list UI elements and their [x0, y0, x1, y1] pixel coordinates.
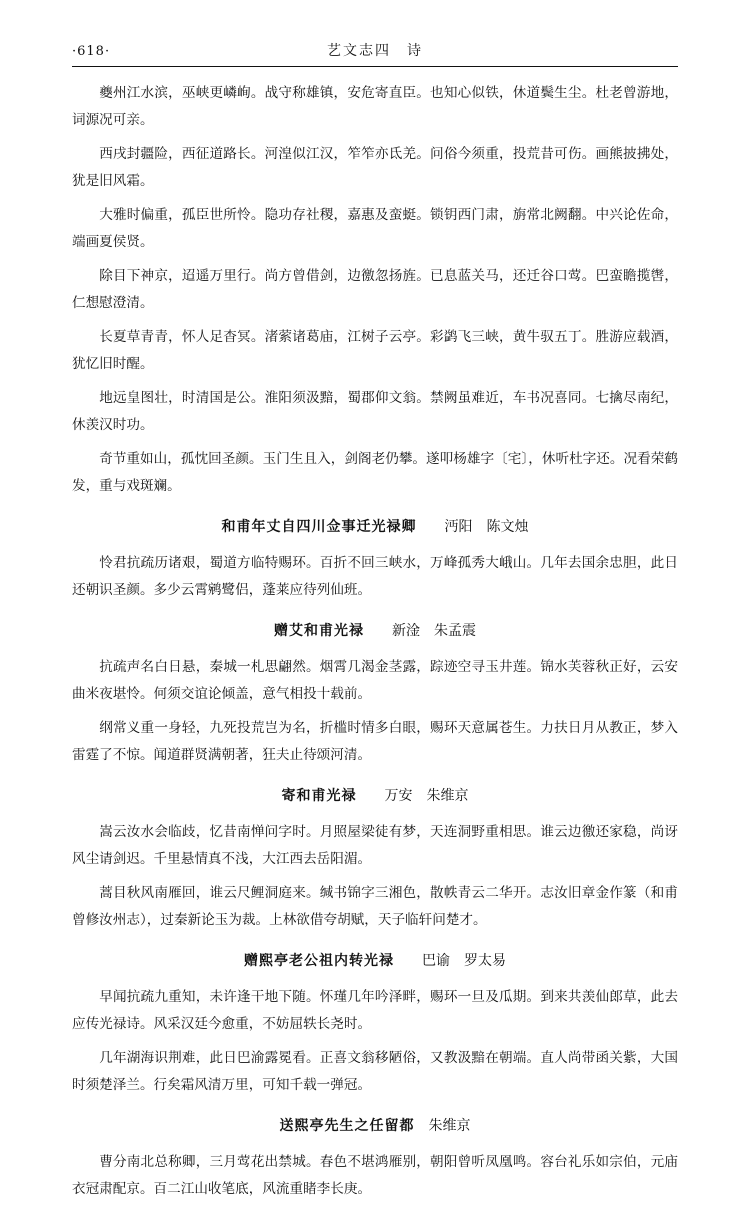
- poem-paragraph: 西戌封疆险，西征道路长。河湟似江汉，笮笮亦氐羌。问俗今须重，投荒昔可伤。画熊披拂处，犹是旧风霜。: [72, 146, 678, 189]
- poem-paragraph: 奇节重如山，孤忱回圣颜。玉门生且入，剑阁老仍攀。遂叩杨雄字〔宅〕，休听杜字还。况看荣鹤发，重与戏斑斓。: [72, 451, 678, 494]
- poem-paragraph: 大雅时偏重，孤臣世所怜。隐功存社稷，嘉惠及蛮蜓。锁钥西门肃，旃常北阙翻。中兴论佐命，端画夏侯贤。: [72, 207, 678, 250]
- poem-paragraph: 除目下神京，迢遥万里行。尚方曾借剑，边徼忽扬旌。已息蓝关马，还迁谷口莺。巴蛮瞻揽辔，仁想慰澄清。: [72, 268, 678, 311]
- author-name: 罗太易: [464, 953, 506, 969]
- poem-body: [72, 80, 678, 1210]
- page-number: ·618·: [72, 43, 111, 59]
- running-head: 艺文志四 诗: [327, 43, 423, 59]
- poem-heading: [72, 1113, 678, 1139]
- poem-paragraph: 纲常义重一身轻，九死投荒岂为名，折槛时情多白眼，赐环天意属苍生。力扶日月从教正，梦入雷霆了不惊。闻道群贤满朝著，狂夫止待颂河清。: [72, 720, 678, 763]
- author-name: 朱维京: [428, 1118, 471, 1134]
- poem-heading: [72, 514, 678, 540]
- author-place: 沔阳: [444, 519, 473, 535]
- poem-paragraph: 早闻抗疏九重知，未许逢干地下随。怀瑾几年吟泽畔，赐环一旦及瓜期。到来共羡仙郎草，此去应传光禄诗。风采汉廷今愈重，不妨屈轶长尧时。: [72, 989, 678, 1032]
- page-header: [72, 36, 678, 67]
- author-name: 朱孟震: [434, 623, 476, 639]
- poem-paragraph: 嵩云汝水会临歧，忆昔南惮问字时。月照屋梁徒有梦，天连洞野重相思。谁云边徼还家稳，尚讶风尘请剑迟。千里悬情真不浅，大江西去岳阳湄。: [72, 824, 678, 867]
- poem-paragraph: 几年湖海识荆难，此日巴渝露冕看。正喜文翁移陋俗，又教汲黯在朝端。直人尚带函关紫，大国时须楚泽兰。行矣霜风清万里，可知千载一弹冠。: [72, 1050, 678, 1093]
- poem-title: 送熙亭先生之任留都: [279, 1118, 415, 1134]
- poem-paragraph: 怜君抗疏历诸艰，蜀道方临特赐环。百折不回三峡水，万峰孤秀大峨山。几年去国余忠胆，此日还朝识圣颜。多少云霄鹓鹭侣，蓬莱应待列仙班。: [72, 555, 678, 598]
- poem-paragraph: 曹分南北总称卿，三月莺花出禁城。春色不堪鸿雁别，朝阳曾听凤凰鸣。容台礼乐如宗伯，元庙衣冠肃配京。百二江山收笔底，风流重睹李长庚。: [72, 1154, 678, 1197]
- poem-title: 寄和甫光禄: [281, 788, 357, 804]
- poem-title: 和甫年丈自四川佥事迁光禄卿: [221, 519, 417, 535]
- poem-paragraph: 长夏草青青，怀人足杳冥。渚萦诸葛庙，江树子云亭。彩鹢飞三峡，黄牛驭五丁。胜游应载酒，犹忆旧时醒。: [72, 329, 678, 372]
- author-name: 朱维京: [426, 788, 469, 804]
- author-place: 新淦: [392, 623, 420, 639]
- poem-heading: [72, 783, 678, 809]
- poem-paragraph: 地远皇图壮，时清国是公。淮阳须汲黯，蜀郡仰文翁。禁阙虽难近，车书况喜同。七擒尽南纪，休羡汉时功。: [72, 390, 678, 433]
- poem-paragraph: 夔州江水滨，巫峡更嶙峋。战守称雄镇，安危寄直臣。也知心似铁，休道鬓生尘。杜老曾游地，词源况可亲。: [72, 85, 678, 128]
- author-place: 万安: [384, 788, 413, 804]
- poem-title: 赠艾和甫光禄: [274, 623, 364, 639]
- poem-paragraph: 蒿目秋风南雁回，谁云尺鲤洞庭来。缄书锦字三湘色，散帙青云二华开。志汝旧章金作篆（和甫曾修汝州志），过秦新论玉为裁。上林欲借夸胡赋，天子临轩问楚才。: [72, 885, 678, 928]
- poem-title: 赠熙亭老公祖内转光禄: [244, 953, 394, 969]
- poem-heading: [72, 948, 678, 974]
- author-place: 巴谕: [422, 953, 450, 969]
- poem-heading: [72, 618, 678, 644]
- author-name: 陈文烛: [486, 519, 529, 535]
- poem-paragraph: 抗疏声名白日悬，秦城一札思翩然。烟霄几渴金茎露，踪迹空寻玉井莲。锦水芙蓉秋正好，云安曲米夜堪怜。何须交谊论倾盖，意气相投十载前。: [72, 659, 678, 702]
